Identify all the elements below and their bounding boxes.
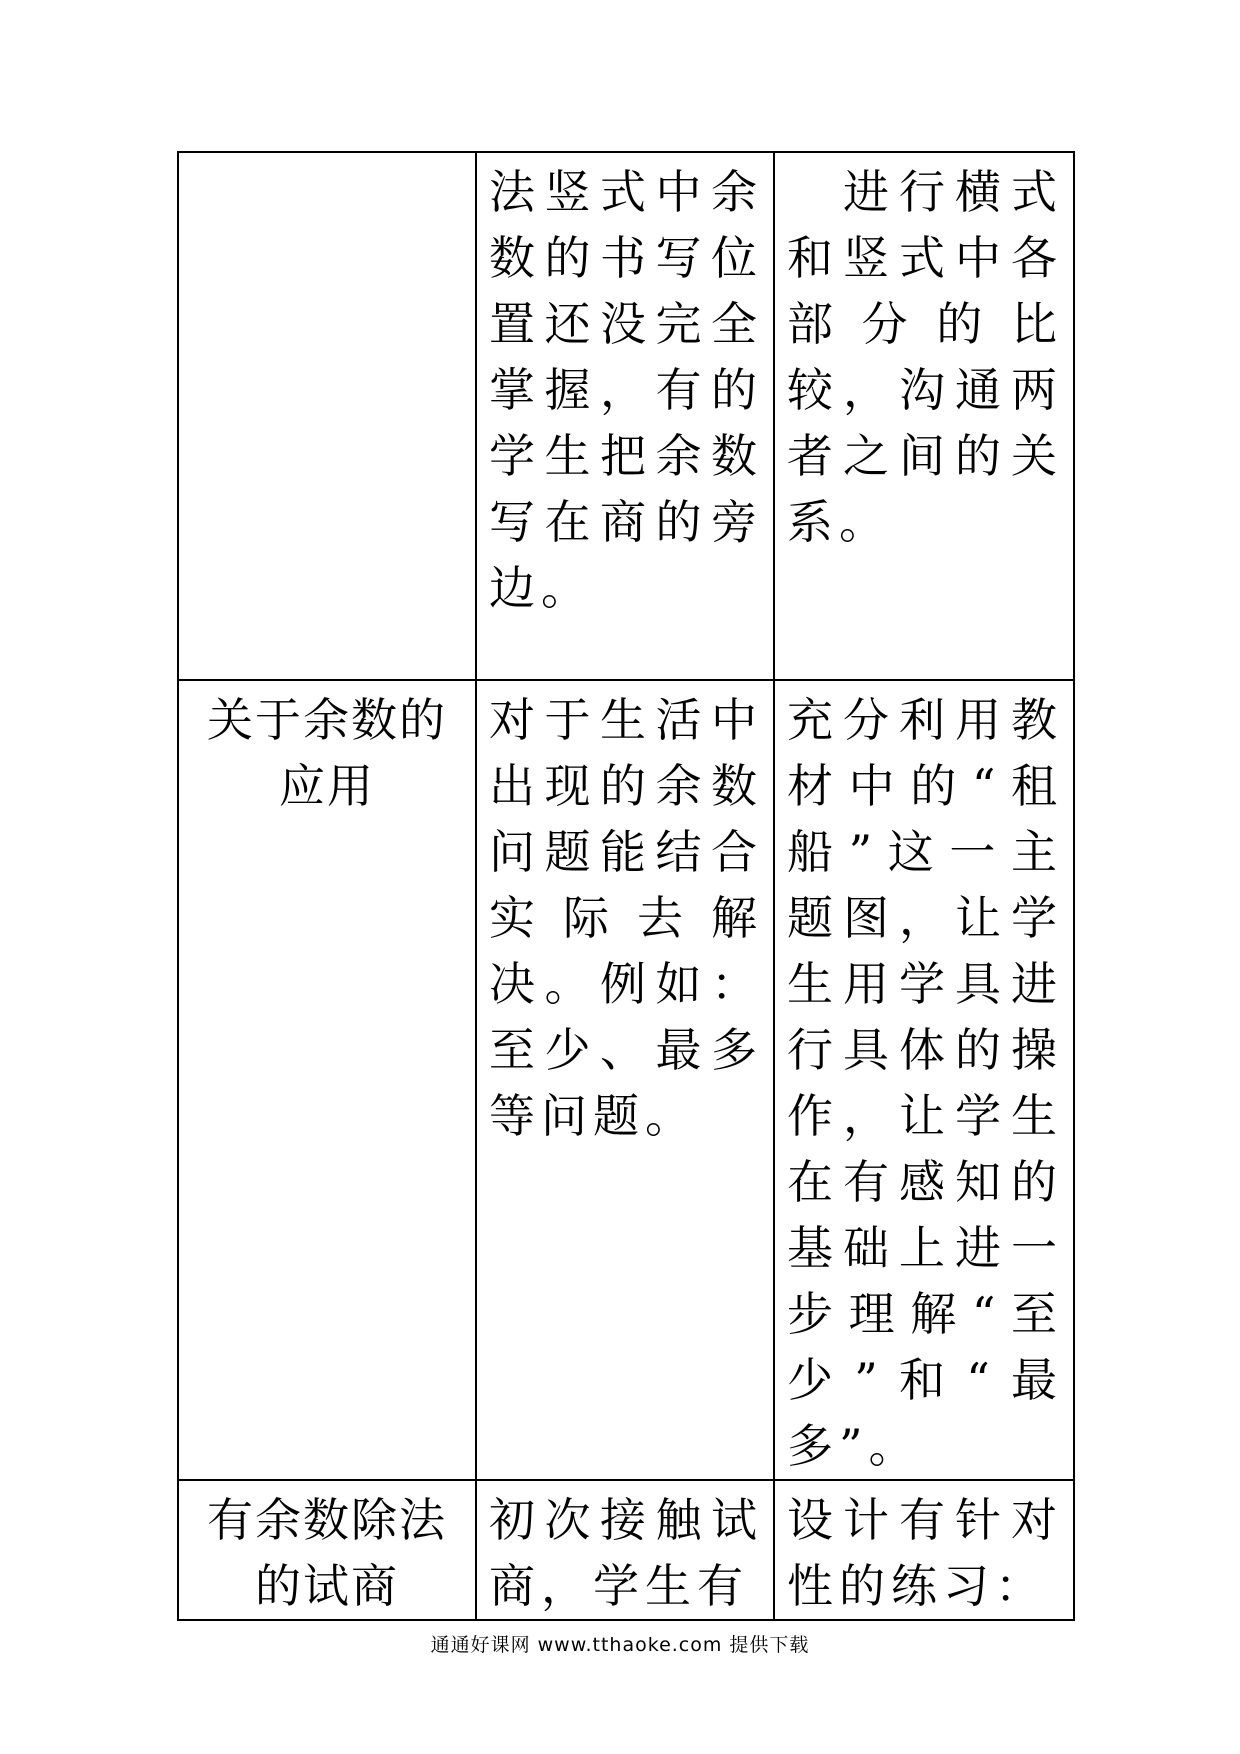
difficulty-cell: 初次接触试商，学生有: [476, 1480, 774, 1620]
page-footer: 通通好课网 www.tthaoke.com 提供下载: [430, 1634, 810, 1656]
topic-cell: 关于余数的应用: [178, 680, 476, 1480]
topic-cell: [178, 152, 476, 680]
strategy-cell: 进行横式和竖式中各部分的比较，沟通两者之间的关系。: [774, 152, 1074, 680]
table-row: [178, 1480, 1074, 1620]
difficulty-cell: 法竖式中余数的书写位置还没完全掌握，有的学生把余数写在商的旁边。: [476, 152, 774, 680]
difficulty-cell: 对于生活中出现的余数问题能结合实际去解决。例如：至少、最多等问题。: [476, 680, 774, 1480]
strategy-cell: 设计有针对性的练习：: [774, 1480, 1074, 1620]
table-row: [178, 152, 1074, 680]
table-row: [178, 680, 1074, 1480]
topic-cell: 有余数除法的试商: [178, 1480, 476, 1620]
content-table: [177, 151, 1075, 1621]
strategy-cell: 充分利用教材中的“租船”这一主题图，让学生用学具进行具体的操作，让学生在有感知的基础上进一步理解“至少”和“最多”。: [774, 680, 1074, 1480]
